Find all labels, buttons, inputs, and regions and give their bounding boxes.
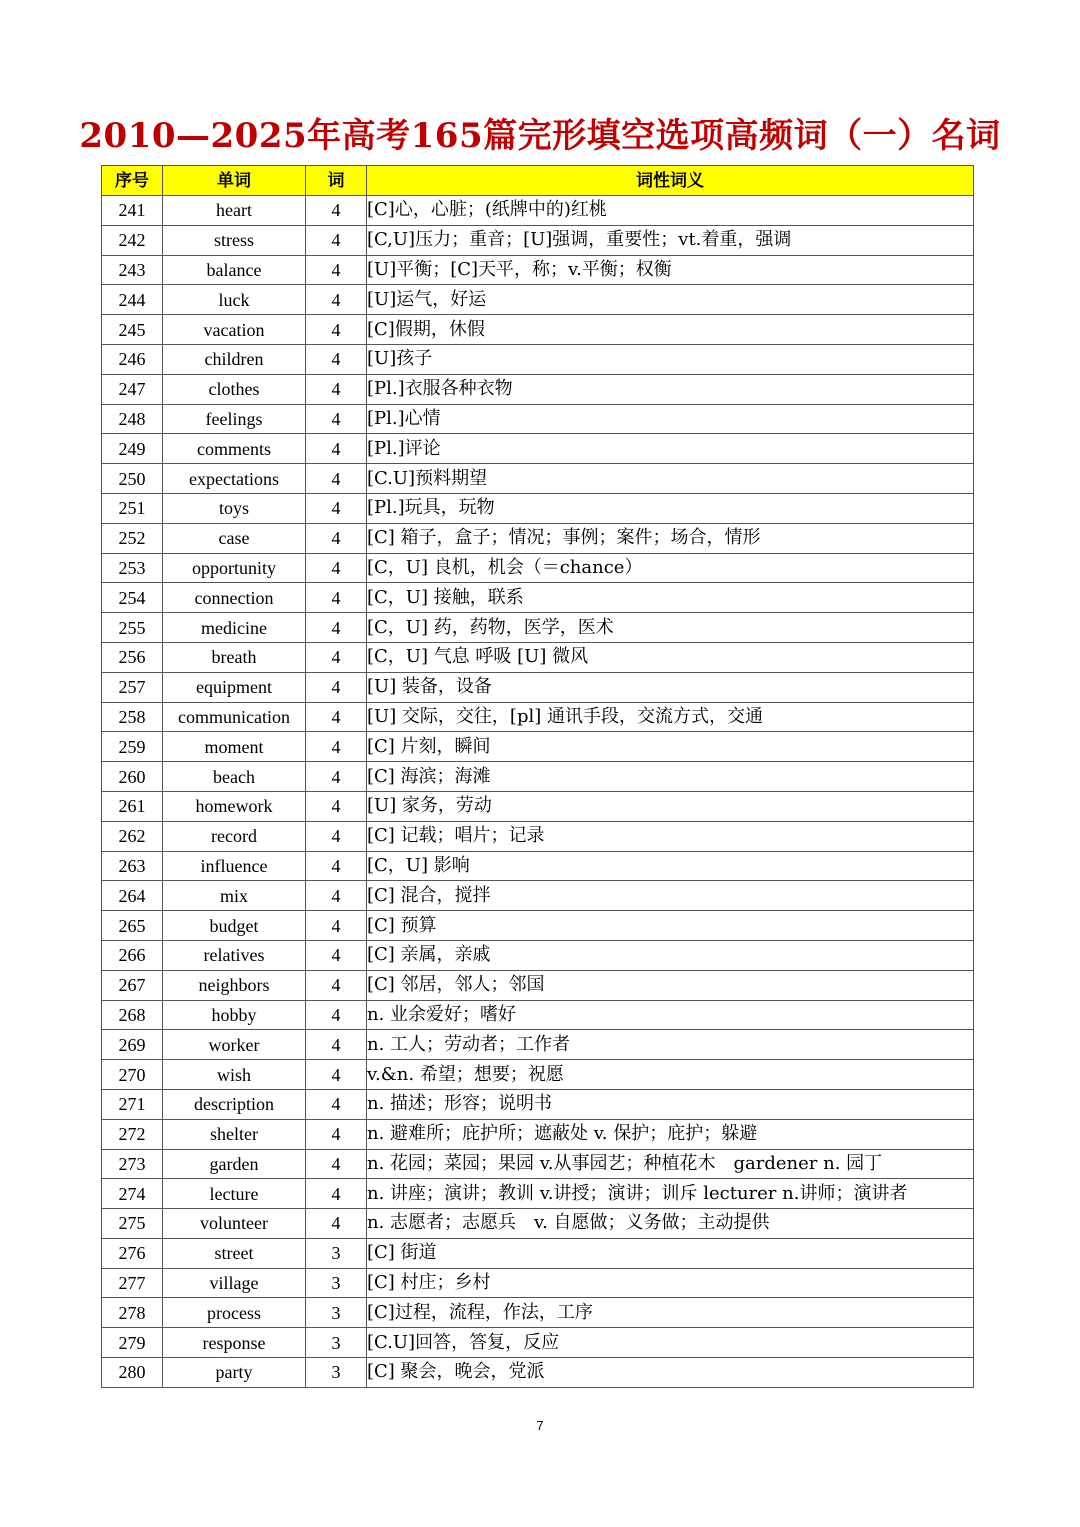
header-word: 单词 <box>163 166 306 196</box>
table-row <box>102 1209 974 1239</box>
row-word: children <box>163 344 306 374</box>
row-word: feelings <box>163 404 306 434</box>
table-row <box>102 613 974 643</box>
row-frequency: 4 <box>306 553 367 583</box>
row-definition: n. 讲座；演讲；教训 v.讲授；演讲；训斥 lecturer n.讲师；演讲者 <box>367 1179 974 1209</box>
row-definition: [C] 箱子，盒子；情况；事例；案件；场合，情形 <box>367 523 974 553</box>
row-frequency: 4 <box>306 523 367 553</box>
row-definition: [U] 家务，劳动 <box>367 791 974 821</box>
table-row <box>102 1268 974 1298</box>
row-definition: [C]心，心脏；(纸牌中的)红桃 <box>367 196 974 226</box>
row-definition: [C,U]压力；重音；[U]强调，重要性；vt.着重，强调 <box>367 225 974 255</box>
header-frequency: 词 <box>306 166 367 196</box>
row-definition: n. 避难所；庇护所；遮蔽处 v. 保护；庇护；躲避 <box>367 1119 974 1149</box>
row-word: moment <box>163 732 306 762</box>
row-definition: [Pl.]心情 <box>367 404 974 434</box>
row-frequency: 4 <box>306 404 367 434</box>
table-row <box>102 344 974 374</box>
row-definition: [U]孩子 <box>367 344 974 374</box>
row-number: 277 <box>102 1268 163 1298</box>
row-frequency: 4 <box>306 374 367 404</box>
row-word: budget <box>163 911 306 941</box>
row-word: homework <box>163 791 306 821</box>
table-row <box>102 493 974 523</box>
row-number: 259 <box>102 732 163 762</box>
row-number: 247 <box>102 374 163 404</box>
row-number: 246 <box>102 344 163 374</box>
row-word: toys <box>163 493 306 523</box>
row-frequency: 4 <box>306 1030 367 1060</box>
row-definition: [C，U] 良机，机会（＝chance） <box>367 553 974 583</box>
row-frequency: 4 <box>306 255 367 285</box>
row-word: opportunity <box>163 553 306 583</box>
table-row <box>102 642 974 672</box>
row-frequency: 4 <box>306 1119 367 1149</box>
header-number: 序号 <box>102 166 163 196</box>
table-row <box>102 940 974 970</box>
row-number: 265 <box>102 911 163 941</box>
row-definition: [C]过程，流程，作法，工序 <box>367 1298 974 1328</box>
row-frequency: 4 <box>306 225 367 255</box>
row-frequency: 4 <box>306 821 367 851</box>
row-word: worker <box>163 1030 306 1060</box>
row-definition: [C] 街道 <box>367 1238 974 1268</box>
row-definition: v.&n. 希望；想要；祝愿 <box>367 1060 974 1090</box>
row-number: 242 <box>102 225 163 255</box>
row-definition: [C] 聚会，晚会，党派 <box>367 1358 974 1388</box>
row-frequency: 4 <box>306 1149 367 1179</box>
table-row <box>102 1179 974 1209</box>
row-word: village <box>163 1268 306 1298</box>
row-frequency: 4 <box>306 583 367 613</box>
row-frequency: 3 <box>306 1298 367 1328</box>
row-frequency: 4 <box>306 344 367 374</box>
table-row <box>102 1328 974 1358</box>
row-number: 254 <box>102 583 163 613</box>
row-word: balance <box>163 255 306 285</box>
row-number: 250 <box>102 464 163 494</box>
table-row <box>102 762 974 792</box>
table-row <box>102 285 974 315</box>
row-word: party <box>163 1358 306 1388</box>
table-row <box>102 911 974 941</box>
table-row <box>102 1149 974 1179</box>
table-row <box>102 255 974 285</box>
row-word: response <box>163 1328 306 1358</box>
row-definition: [C] 亲属，亲戚 <box>367 940 974 970</box>
row-word: volunteer <box>163 1209 306 1239</box>
row-number: 248 <box>102 404 163 434</box>
table-row <box>102 791 974 821</box>
table-row <box>102 672 974 702</box>
table-row <box>102 821 974 851</box>
table-row <box>102 196 974 226</box>
row-number: 279 <box>102 1328 163 1358</box>
row-word: process <box>163 1298 306 1328</box>
row-frequency: 4 <box>306 493 367 523</box>
row-definition: [C.U]回答，答复，反应 <box>367 1328 974 1358</box>
table-row <box>102 702 974 732</box>
row-frequency: 4 <box>306 911 367 941</box>
row-number: 275 <box>102 1209 163 1239</box>
row-number: 253 <box>102 553 163 583</box>
row-definition: [C，U] 气息 呼吸 [U] 微风 <box>367 642 974 672</box>
table-row <box>102 464 974 494</box>
row-number: 256 <box>102 642 163 672</box>
table-row <box>102 851 974 881</box>
row-frequency: 4 <box>306 464 367 494</box>
row-word: neighbors <box>163 970 306 1000</box>
row-word: medicine <box>163 613 306 643</box>
row-word: beach <box>163 762 306 792</box>
row-frequency: 4 <box>306 1060 367 1090</box>
row-number: 262 <box>102 821 163 851</box>
row-definition: n. 工人；劳动者；工作者 <box>367 1030 974 1060</box>
row-word: influence <box>163 851 306 881</box>
row-word: communication <box>163 702 306 732</box>
row-number: 268 <box>102 1000 163 1030</box>
row-frequency: 3 <box>306 1358 367 1388</box>
row-word: expectations <box>163 464 306 494</box>
row-word: wish <box>163 1060 306 1090</box>
row-number: 271 <box>102 1089 163 1119</box>
row-number: 274 <box>102 1179 163 1209</box>
table-row <box>102 523 974 553</box>
row-frequency: 4 <box>306 732 367 762</box>
vocabulary-table <box>101 165 974 1388</box>
row-definition: [U]平衡；[C]天平，称；v.平衡；权衡 <box>367 255 974 285</box>
row-number: 243 <box>102 255 163 285</box>
row-frequency: 4 <box>306 285 367 315</box>
table-row <box>102 881 974 911</box>
row-number: 261 <box>102 791 163 821</box>
row-number: 276 <box>102 1238 163 1268</box>
row-frequency: 3 <box>306 1268 367 1298</box>
row-number: 255 <box>102 613 163 643</box>
row-number: 252 <box>102 523 163 553</box>
table-row <box>102 315 974 345</box>
row-frequency: 4 <box>306 1179 367 1209</box>
row-number: 266 <box>102 940 163 970</box>
table-row <box>102 1030 974 1060</box>
row-number: 257 <box>102 672 163 702</box>
row-definition: [C] 村庄；乡村 <box>367 1268 974 1298</box>
row-number: 270 <box>102 1060 163 1090</box>
row-number: 241 <box>102 196 163 226</box>
row-word: vacation <box>163 315 306 345</box>
table-row <box>102 553 974 583</box>
table-body <box>102 196 974 1388</box>
table-row <box>102 1000 974 1030</box>
page-number: 7 <box>536 1418 544 1433</box>
row-definition: [C]假期，休假 <box>367 315 974 345</box>
row-word: clothes <box>163 374 306 404</box>
row-word: relatives <box>163 940 306 970</box>
row-frequency: 4 <box>306 881 367 911</box>
row-word: garden <box>163 1149 306 1179</box>
row-word: luck <box>163 285 306 315</box>
table-row <box>102 225 974 255</box>
row-frequency: 3 <box>306 1238 367 1268</box>
row-definition: n. 业余爱好；嗜好 <box>367 1000 974 1030</box>
row-word: mix <box>163 881 306 911</box>
row-word: stress <box>163 225 306 255</box>
row-frequency: 4 <box>306 315 367 345</box>
row-number: 245 <box>102 315 163 345</box>
row-frequency: 4 <box>306 434 367 464</box>
table-row <box>102 1060 974 1090</box>
row-definition: [C，U] 接触，联系 <box>367 583 974 613</box>
table-row <box>102 1238 974 1268</box>
row-word: hobby <box>163 1000 306 1030</box>
row-word: record <box>163 821 306 851</box>
row-number: 258 <box>102 702 163 732</box>
row-frequency: 4 <box>306 940 367 970</box>
row-definition: [U] 交际，交往，[pl] 通讯手段，交流方式，交通 <box>367 702 974 732</box>
row-frequency: 4 <box>306 613 367 643</box>
table-row <box>102 1089 974 1119</box>
table-row <box>102 434 974 464</box>
row-definition: [C] 混合，搅拌 <box>367 881 974 911</box>
row-definition: [Pl.]评论 <box>367 434 974 464</box>
row-definition: n. 花园；菜园；果园 v.从事园艺；种植花木 gardener n. 园丁 <box>367 1149 974 1179</box>
row-definition: [C，U] 药，药物，医学，医术 <box>367 613 974 643</box>
row-number: 272 <box>102 1119 163 1149</box>
row-frequency: 4 <box>306 1089 367 1119</box>
row-frequency: 3 <box>306 1328 367 1358</box>
table-row <box>102 583 974 613</box>
row-definition: [Pl.]衣服各种衣物 <box>367 374 974 404</box>
row-definition: [C.U]预料期望 <box>367 464 974 494</box>
row-frequency: 4 <box>306 702 367 732</box>
row-number: 251 <box>102 493 163 523</box>
row-number: 263 <box>102 851 163 881</box>
row-frequency: 4 <box>306 791 367 821</box>
header-definition: 词性词义 <box>367 166 974 196</box>
page-title: 2010—2025年高考165篇完形填空选项高频词（一）名词 <box>79 116 1001 156</box>
row-definition: [U]运气，好运 <box>367 285 974 315</box>
row-frequency: 4 <box>306 642 367 672</box>
table-row <box>102 732 974 762</box>
row-number: 249 <box>102 434 163 464</box>
row-word: connection <box>163 583 306 613</box>
table-row <box>102 1358 974 1388</box>
row-word: heart <box>163 196 306 226</box>
row-frequency: 4 <box>306 1000 367 1030</box>
row-word: street <box>163 1238 306 1268</box>
row-definition: n. 描述；形容；说明书 <box>367 1089 974 1119</box>
table-row <box>102 404 974 434</box>
table-row <box>102 1119 974 1149</box>
row-definition: [U] 装备，设备 <box>367 672 974 702</box>
row-number: 269 <box>102 1030 163 1060</box>
row-definition: [C] 预算 <box>367 911 974 941</box>
row-frequency: 4 <box>306 970 367 1000</box>
row-number: 280 <box>102 1358 163 1388</box>
row-frequency: 4 <box>306 762 367 792</box>
row-frequency: 4 <box>306 672 367 702</box>
row-definition: [Pl.]玩具，玩物 <box>367 493 974 523</box>
row-frequency: 4 <box>306 196 367 226</box>
row-number: 273 <box>102 1149 163 1179</box>
row-frequency: 4 <box>306 851 367 881</box>
row-number: 264 <box>102 881 163 911</box>
row-definition: n. 志愿者；志愿兵 v. 自愿做；义务做；主动提供 <box>367 1209 974 1239</box>
row-word: case <box>163 523 306 553</box>
row-definition: [C] 片刻，瞬间 <box>367 732 974 762</box>
table-row <box>102 1298 974 1328</box>
row-definition: [C] 邻居，邻人；邻国 <box>367 970 974 1000</box>
row-number: 260 <box>102 762 163 792</box>
row-number: 267 <box>102 970 163 1000</box>
table-row <box>102 970 974 1000</box>
row-word: breath <box>163 642 306 672</box>
row-definition: [C，U] 影响 <box>367 851 974 881</box>
row-word: shelter <box>163 1119 306 1149</box>
row-word: comments <box>163 434 306 464</box>
row-definition: [C] 海滨；海滩 <box>367 762 974 792</box>
row-frequency: 4 <box>306 1209 367 1239</box>
table-row <box>102 374 974 404</box>
row-word: equipment <box>163 672 306 702</box>
row-word: lecture <box>163 1179 306 1209</box>
row-definition: [C] 记载；唱片；记录 <box>367 821 974 851</box>
row-word: description <box>163 1089 306 1119</box>
row-number: 244 <box>102 285 163 315</box>
row-number: 278 <box>102 1298 163 1328</box>
table-header-row <box>102 166 974 196</box>
